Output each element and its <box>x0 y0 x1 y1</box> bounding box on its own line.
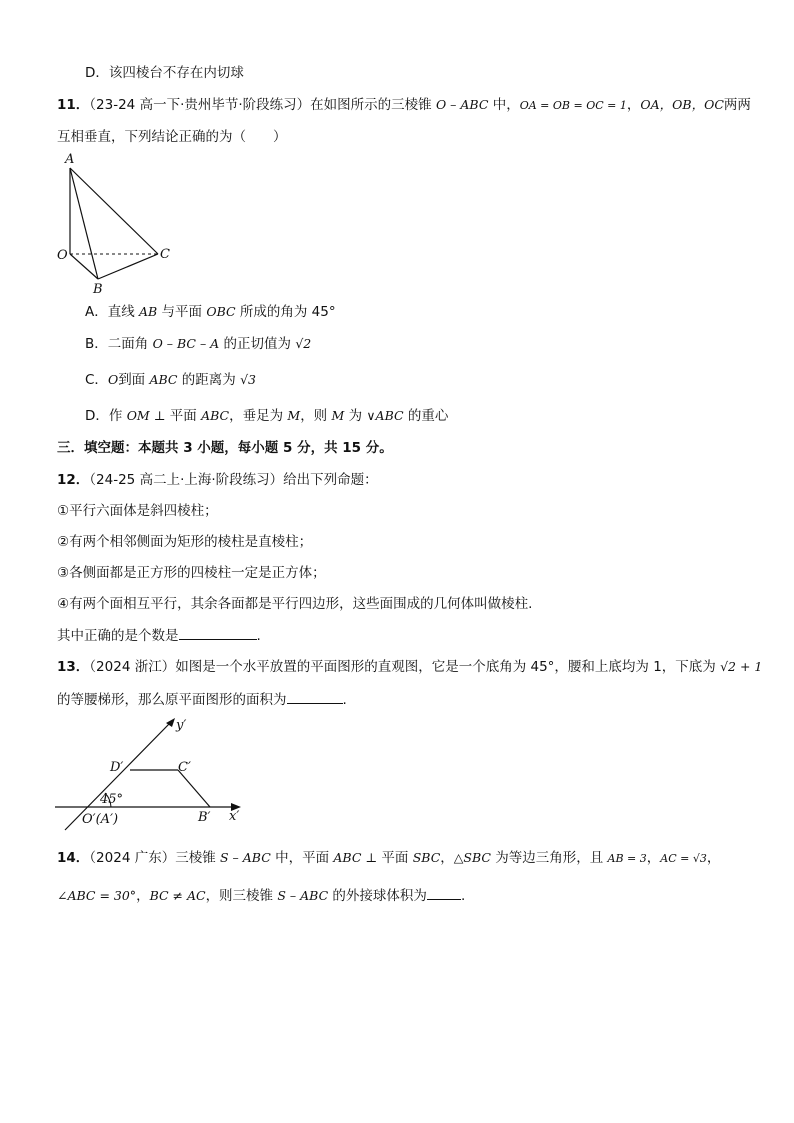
q13-text: . <box>342 692 347 708</box>
q11-text: 两两 <box>723 97 751 113</box>
q14-number: 14． <box>57 850 90 866</box>
q11-stem-line2: 互相垂直，下列结论正确的为（ ） <box>57 129 287 145</box>
opt-text: 的重心 <box>403 408 449 424</box>
q13-number: 13． <box>57 659 90 675</box>
opt-text: ，垂足为 <box>229 408 288 424</box>
label-x-prime: x′ <box>229 809 240 824</box>
q13-answer-blank[interactable] <box>287 689 343 704</box>
q12-text: . <box>256 628 261 644</box>
q11-math-edges: OA，OB，OC <box>640 97 724 112</box>
q14-math: ∠ABC = 30° <box>57 888 137 903</box>
q14-math: S – ABC <box>220 850 271 865</box>
opt-text: 的距离为 <box>177 372 241 388</box>
opt-math: ABC <box>201 408 230 423</box>
q14-math: AC = √3 <box>660 852 707 865</box>
q11-source: （23-24 高一下·贵州毕节·阶段练习） <box>89 97 311 113</box>
q14-math: △SBC <box>453 850 491 865</box>
opt-math: AB <box>139 304 158 319</box>
q12-text: 给出下列命题： <box>283 472 378 488</box>
q14-text: . <box>460 888 466 904</box>
q11-math-pyramid: O – ABC <box>435 97 489 112</box>
q13-text: 的等腰梯形，那么原平面图形的面积为 <box>57 692 287 708</box>
q12-item-2: ②有两个相邻侧面为矩形的棱柱是直棱柱； <box>57 534 313 550</box>
q11-option-c <box>85 370 754 390</box>
opt-math: ∨ABC <box>366 408 404 423</box>
q12-answer-line <box>57 625 754 646</box>
q14-text: ， <box>706 850 721 866</box>
opt-text: 为 <box>344 408 367 424</box>
q14-math: S – ABC <box>277 888 329 903</box>
q12-text: 其中正确的是个数是 <box>57 628 179 644</box>
q14-text: 为等边三角形，且 <box>490 850 608 866</box>
q12-item-1: ①平行六面体是斜四棱柱； <box>57 503 218 519</box>
q14-text: ， <box>136 888 150 904</box>
q12-number: 12． <box>57 472 90 488</box>
q14-stem-line2 <box>57 885 754 906</box>
opt-math: √2 <box>295 336 312 351</box>
q11-option-a <box>85 302 754 322</box>
opt-text: C． <box>85 372 108 388</box>
q11-math-eq: OA = OB = OC = 1 <box>519 99 627 112</box>
q14-math: ABC ⊥ <box>333 850 378 865</box>
label-y-prime: y′ <box>176 718 187 733</box>
q11-text: 中， <box>488 97 520 113</box>
q11-option-b <box>85 334 754 354</box>
q14-math: AB = 3 <box>607 852 647 865</box>
opt-math: ABC <box>149 372 178 387</box>
q11-number: 11． <box>57 97 90 113</box>
q10-option-d: D．该四棱台不存在内切球 <box>85 65 244 81</box>
opt-math: M <box>287 408 301 423</box>
q12-item-3: ③各侧面都是正方形的四棱柱一定是正方体； <box>57 565 326 581</box>
q12-stem <box>57 470 754 490</box>
q14-answer-blank[interactable] <box>427 885 461 900</box>
q14-source: （2024 广东） <box>89 850 176 866</box>
opt-text: 与平面 <box>157 304 207 320</box>
q11-stem-line1 <box>57 95 754 116</box>
q12-item-4: ④有两个面相互平行，其余各面都是平行四边形，这些面围成的几何体叫做棱柱. <box>57 596 533 612</box>
q14-text: 的外接球体积为 <box>328 888 427 904</box>
opt-math: OM ⊥ <box>126 408 166 423</box>
q14-text: ， <box>646 850 661 866</box>
opt-text: B．二面角 <box>85 336 153 352</box>
q14-text: ，则三棱锥 <box>205 888 278 904</box>
label-a: A <box>65 152 75 167</box>
q14-stem-line1 <box>57 848 754 869</box>
opt-text: 的正切值为 <box>219 336 296 352</box>
label-c-prime: C′ <box>178 760 191 775</box>
q13-stem-line2 <box>57 689 754 710</box>
section-3-heading: 三．填空题：本题共 3 小题，每小题 5 分，共 15 分。 <box>57 440 393 456</box>
q12-answer-blank[interactable] <box>179 625 257 640</box>
label-o: O <box>57 248 68 263</box>
label-b: B <box>93 282 103 297</box>
q13-trapezoid-figure <box>55 715 250 830</box>
q13-math: √2 + 1 <box>720 659 763 674</box>
q14-math: BC ≠ AC <box>149 888 206 903</box>
label-b-prime: B′ <box>198 810 211 825</box>
q14-text: 三棱锥 <box>175 850 220 866</box>
q11-text: ， <box>626 97 641 113</box>
q12-source: （24-25 高二上·上海·阶段练习） <box>89 472 284 488</box>
opt-math: √3 <box>240 372 257 387</box>
q11-option-d <box>85 406 754 426</box>
q13-stem-line1 <box>57 657 763 677</box>
opt-text: D．作 <box>85 408 127 424</box>
label-o-prime-a-prime: O′(A′) <box>82 812 119 827</box>
q11-text: 在如图所示的三棱锥 <box>310 97 436 113</box>
opt-math: M <box>331 408 345 423</box>
q14-text: 平面 <box>377 850 413 866</box>
label-c: C <box>160 247 170 262</box>
q13-text: 如图是一个水平放置的平面图形的直观图，它是一个底角为 45°，腰和上底均为 1，下底为 <box>175 659 721 675</box>
q13-source: （2024 浙江） <box>89 659 176 675</box>
q11-pyramid-figure <box>50 148 185 298</box>
label-d-prime: D′ <box>110 760 124 775</box>
opt-text: 所成的角为 45° <box>235 304 336 320</box>
q14-text: ， <box>440 850 454 866</box>
opt-text: ，则 <box>300 408 332 424</box>
opt-math: O – BC – A <box>152 336 220 351</box>
opt-math: O <box>107 372 119 387</box>
opt-text: 平面 <box>165 408 202 424</box>
opt-text: 到面 <box>118 372 150 388</box>
q14-math: SBC <box>412 850 441 865</box>
opt-math: OBC <box>206 304 236 319</box>
q14-text: 中，平面 <box>270 850 334 866</box>
label-angle-45: 45° <box>100 792 124 807</box>
opt-text: A．直线 <box>85 304 140 320</box>
